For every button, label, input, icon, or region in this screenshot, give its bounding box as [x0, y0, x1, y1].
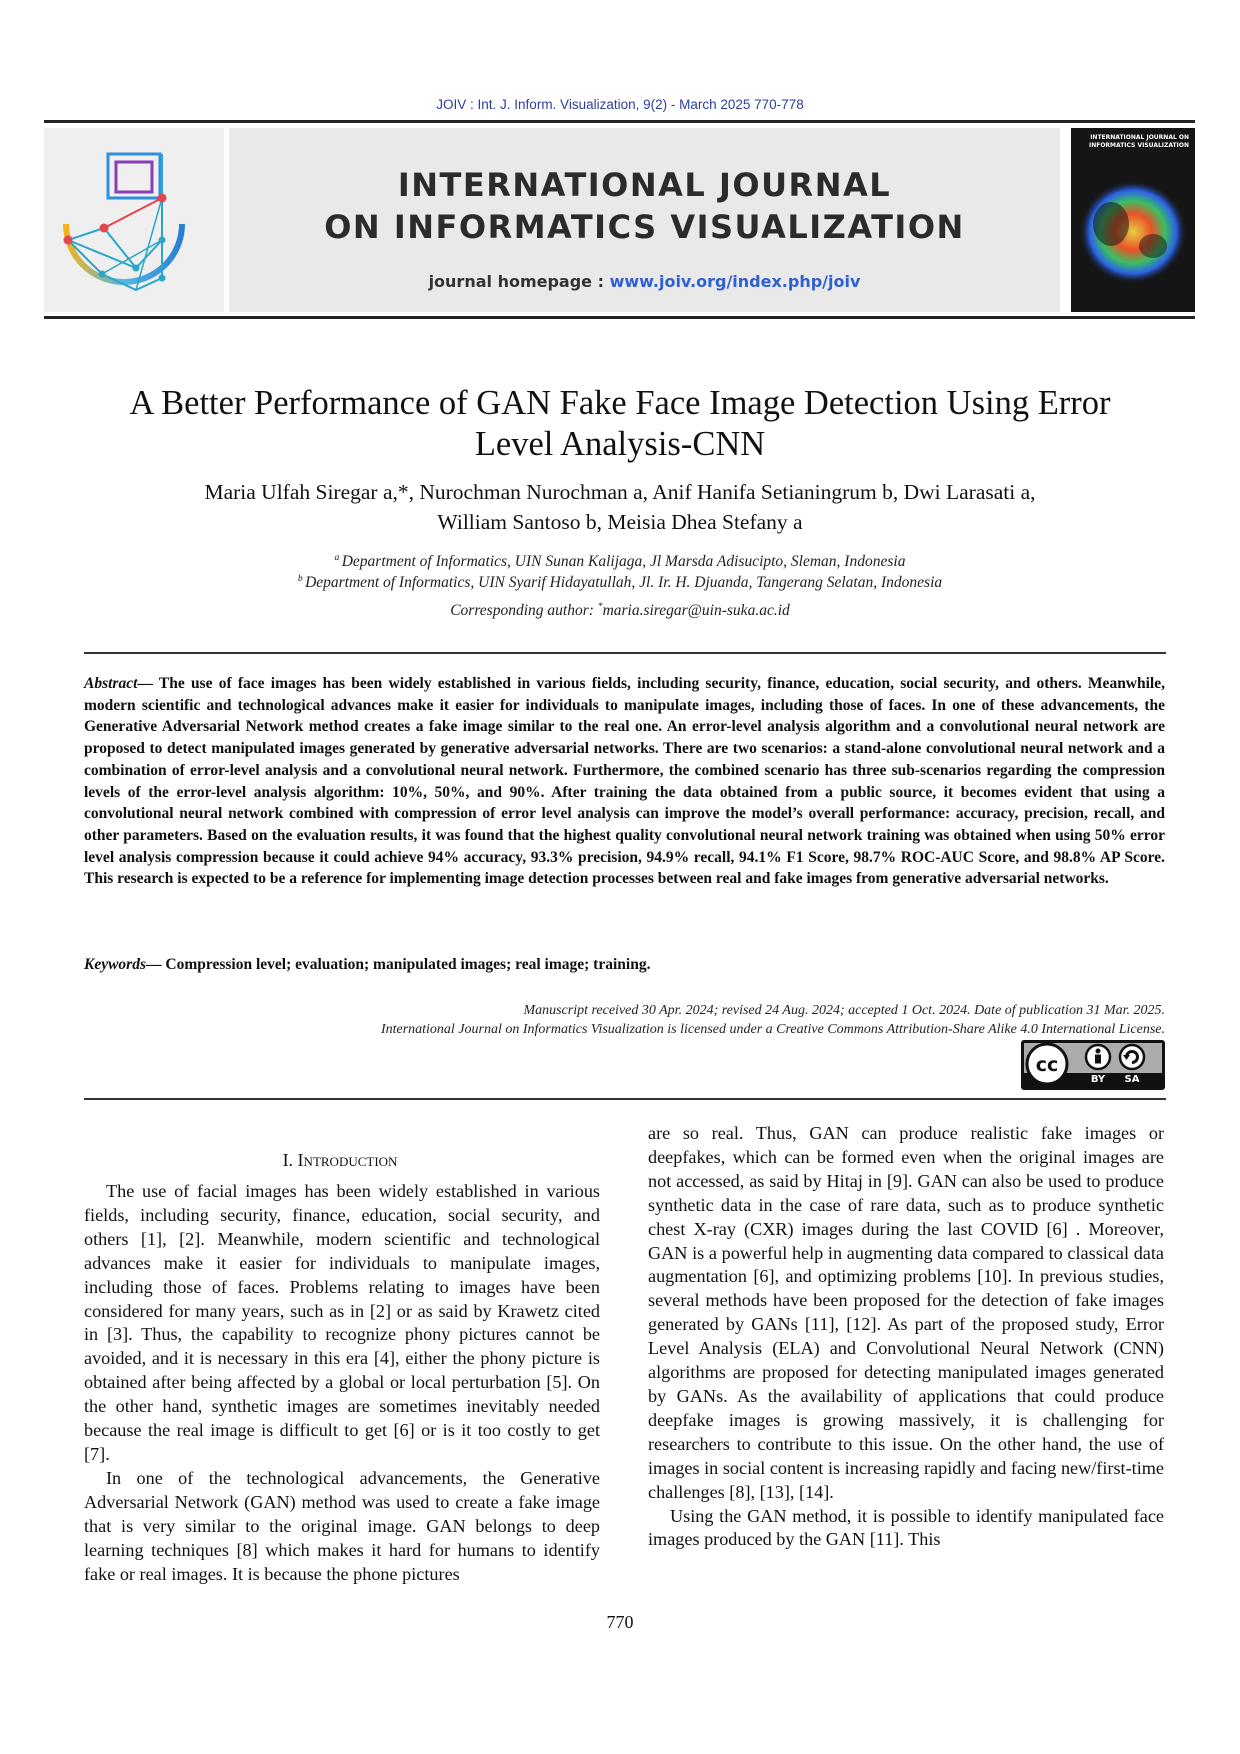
intro-paragraph-2: In one of the technological advancements, the Generative Adversarial Network (GAN) method was used to create a fake image that is very similar to the original image. GAN belongs to deep learning techniques [8] which makes it hard for humans to identify fake or real images. It is because the phone pictures	[84, 1467, 600, 1584]
paper-title-line1: A Better Performance of GAN Fake Face Image Detection Using Error	[129, 384, 1111, 422]
section-heading: I. Introduction	[282, 1150, 398, 1170]
license-statement: International Journal on Informatics Visualization is licensed under a Creative Commons Attribution-Share Alike 4.0 International License.	[380, 1022, 1165, 1037]
affiliation-a: $^a$ Department of Informatics, UIN Sunan Kalijaga, Jl Marsda Adisucipto, Sleman, Indonesia	[334, 552, 906, 571]
keywords-text: — Compression level; evaluation; manipulated images; real image; training.	[146, 956, 651, 973]
keywords	[84, 956, 1165, 974]
cc-sa-label: SA	[1124, 1074, 1140, 1085]
cover-title: INTERNATIONAL JOURNAL ON INFORMATICS VISUALIZATION	[1088, 134, 1189, 149]
paper-title-line2: Level Analysis-CNN	[474, 425, 766, 463]
cover-art-icon	[1071, 128, 1195, 312]
body-rule-top	[84, 1098, 1166, 1100]
journal-logo	[44, 128, 224, 312]
banner-title-line2: ON INFORMATICS VISUALIZATION	[324, 208, 965, 246]
homepage-link[interactable]: www.joiv.org/index.php/joiv	[609, 272, 861, 291]
journal-reference: JOIV : Int. J. Inform. Visualization, 9(2) - March 2025 770-778	[436, 97, 804, 112]
body-column-right	[648, 1122, 1164, 1552]
svg-text:cc: cc	[1035, 1054, 1059, 1076]
cc-license-badge[interactable]	[1021, 1040, 1165, 1090]
authors-line2: William Santoso b, Meisia Dhea Stefany a	[437, 510, 803, 534]
page-number: 770	[606, 1612, 634, 1632]
abstract	[84, 673, 1165, 890]
journal-cover	[1071, 128, 1195, 312]
abstract-text: — The use of face images has been widely established in various fields, including security, finance, education, social security, and others. Meanwhile, modern scientific and technological advances make it easier for individuals to manipulate images, including those of faces. In one of these advancements, the Generative Adversarial Network method creates a fake image similar to the real one. An error-level analysis algorithm and a convolutional neural network are proposed to detect manipulated images generated by generative adversarial networks. There are two scenarios: a stand-alone convolutional neural network and a combination of error-level analysis and a convolutional neural network. Furthermore, the combined scenario has three sub-scenarios regarding the compression levels of the error-level analysis algorithm: 10%, 50%, and 90%. After training the data obtained from a public source, it becomes evident that using a convolutional neural network combined with compression of error level analysis can improve the model’s overall performance: accuracy, precision, recall, and other parameters. Based on the evaluation results, it was found that the highest quality convolutional neural network training was obtained when using 50% error level analysis compression because it could achieve 94% accuracy, 93.3% precision, 94.9% recall, 94.1% F1 Score, 98.7% ROC-AUC Score, and 98.8% AP Score. This research is expected to be a reference for implementing image detection processes between real and fake images from generative adversarial networks.	[84, 675, 1165, 888]
journal-homepage	[229, 272, 1060, 291]
body-column-left	[84, 1180, 600, 1586]
paper-title	[70, 383, 1170, 465]
abstract-label: Abstract	[84, 675, 138, 692]
intro-paragraph-1: The use of facial images has been widely established in various fields, including security, finance, education, social security, and others [1], [2]. Meanwhile, modern scientific and technological advances make it easier for individuals to manipulate images, including those of faces. Problems relating to images have been considered for many years, such as in [2] or as said by Krawetz cited in [3]. Thus, the capability to recognize phony pictures cannot be avoided, and it is necessary in this era [4], either the phony picture is obtained after being affected by a global or local perturbation [5]. On the other hand, synthetic images are sometimes inevitably needed because the real image is difficult to get [6] or is it too costly to get [7].	[84, 1181, 600, 1464]
intro-paragraph-3: Using the GAN method, it is possible to identify manipulated face images produced by the GAN [11]. This	[648, 1505, 1164, 1550]
header-rule-bottom	[44, 316, 1195, 319]
abstract-rule-top	[84, 652, 1166, 654]
keywords-label: Keywords	[84, 956, 146, 973]
homepage-label: journal homepage :	[428, 272, 610, 291]
header-rule-top	[44, 120, 1195, 123]
corresponding-email[interactable]: maria.siregar@uin-suka.ac.id	[602, 602, 790, 620]
journal-banner	[229, 128, 1060, 312]
affiliation-b: $^b$ Department of Informatics, UIN Syarif Hidayatullah, Jl. Ir. H. Djuanda, Tangerang Selatan, Indonesia	[297, 573, 943, 592]
authors-line1: Maria Ulfah Siregar a,*, Nurochman Nurochman a, Anif Hanifa Setianingrum b, Dwi Larasati a,	[204, 480, 1036, 504]
banner-title-line1: INTERNATIONAL JOURNAL	[397, 166, 892, 204]
manuscript-dates: Manuscript received 30 Apr. 2024; revised 24 Aug. 2024; accepted 1 Oct. 2024. Date of publication 31 Mar. 2025.	[523, 1003, 1165, 1018]
joiv-logo-icon	[44, 128, 224, 312]
corresponding-author: Corresponding author: *maria.siregar@uin-suka.ac.id	[450, 601, 790, 620]
intro-paragraph-2-cont: are so real. Thus, GAN can produce realistic fake images or deepfakes, which can be formed even when the original images are not accessed, as said by Hitaj in [9]. GAN can also be used to produce synthetic data in the case of rare data, such as to produce synthetic chest X-ray (CXR) images during the last COVID [6] . Moreover, GAN is a powerful help in augmenting data compared to classical data augmentation [6], and optimizing problems [10]. In previous studies, several methods have been proposed for the detection of fake images generated by GANs [11], [12]. As part of the proposed study, Error Level Analysis (ELA) and Convolutional Neural Network (CNN) algorithms are proposed for detecting manipulated images generated by GANs. As the availability of applications that could produce deepfake images is growing massively, it is challenging for researchers to contribute to this issue. On the other hand, the use of images in social content is increasing rapidly and facing new/first-time challenges [8], [13], [14].	[648, 1123, 1164, 1502]
cc-by-label: BY	[1090, 1074, 1106, 1085]
